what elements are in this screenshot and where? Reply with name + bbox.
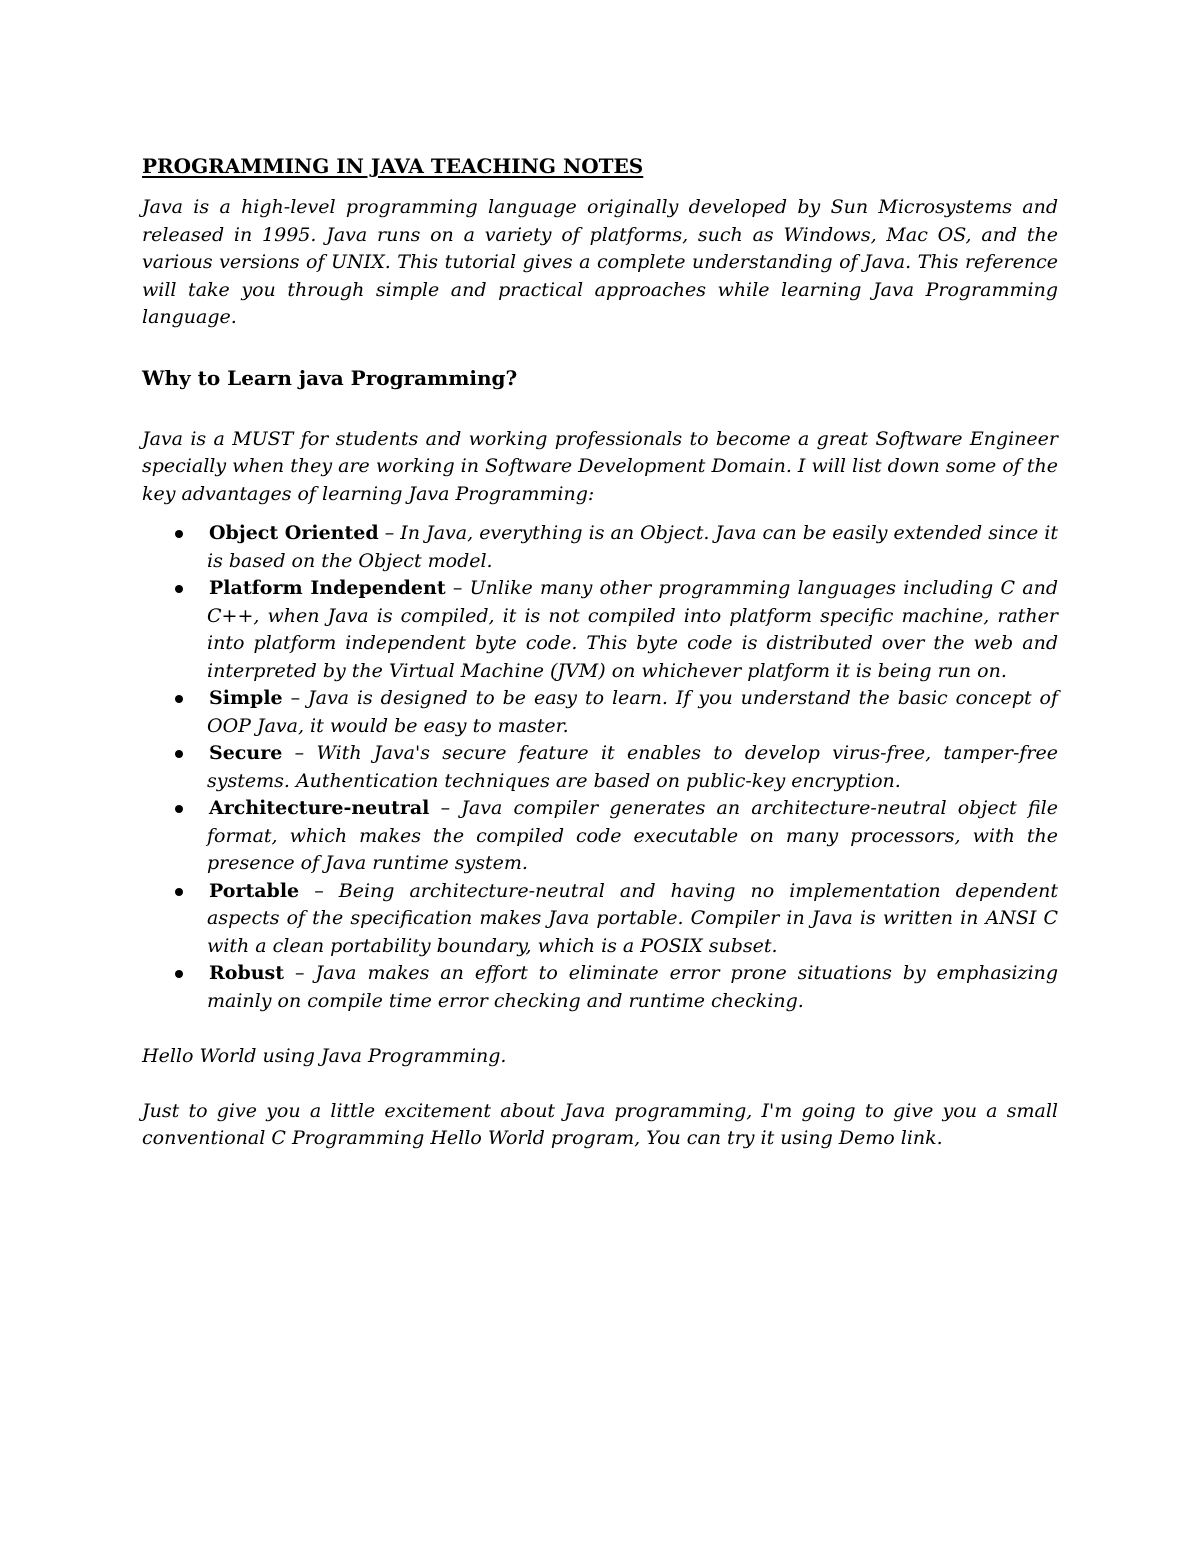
bullet-icon — [175, 888, 183, 896]
advantage-term: Platform Independent — [209, 577, 446, 599]
advantage-separator: – — [299, 879, 339, 902]
bullet-icon — [175, 805, 183, 813]
advantage-item — [142, 740, 1058, 795]
closing-paragraph: Just to give you a little excitement about Java programming, I'm going to give you a small conventional C Programming Hello World program, You can try it using Demo link. — [142, 1099, 1058, 1149]
advantage-item — [142, 960, 1058, 1015]
advantage-separator: – — [282, 687, 308, 709]
advantage-separator: – — [378, 522, 401, 544]
advantage-separator: – — [445, 577, 470, 599]
advantage-term: Robust — [209, 962, 285, 984]
advantage-description: Java makes an effort to eliminate error prone situations by emphasizing mainly on compile time error checking and runtime checking. — [207, 962, 1058, 1012]
bullet-icon — [175, 695, 183, 703]
hello-world-heading: Hello World using Java Programming. — [142, 1045, 507, 1067]
advantages-list — [142, 520, 1058, 1015]
advantage-description: With Java's secure feature it enables to develop virus-free, tamper-free systems. Authentication techniques are based on public-key encryption. — [207, 742, 1058, 792]
bullet-icon — [175, 750, 183, 758]
why-paragraph: Java is a MUST for students and working professionals to become a great Software Engineer specially when they are working in Software Development Domain. I will list down some of the key advantages of learning Java Programming: — [142, 427, 1058, 505]
advantage-item — [142, 795, 1058, 878]
advantage-separator: – — [282, 742, 317, 764]
advantage-description: Java compiler generates an architecture-neutral object file format, which makes the compiled code executable on many processors, with the presence of Java runtime system. — [207, 797, 1058, 874]
advantage-term: Object Oriented — [209, 522, 379, 544]
advantage-term: Portable — [209, 879, 300, 902]
section-heading: Why to Learn java Programming? — [142, 365, 518, 390]
advantage-item — [142, 520, 1058, 575]
advantage-term: Simple — [209, 687, 283, 709]
advantage-description: Being architecture-neutral and having no implementation dependent aspects of the specification makes Java portable. Compiler in Java is written in ANSI C with a clean portability boundary, which is a POSIX subset. — [207, 879, 1058, 957]
advantage-description: Java is designed to be easy to learn. If you understand the basic concept of OOP Java, it would be easy to master. — [207, 687, 1058, 737]
intro-paragraph: Java is a high-level programming language originally developed by Sun Microsystems and released in 1995. Java runs on a variety of platforms, such as Windows, Mac OS, and the various versions of UNIX. This tutorial gives a complete understanding of Java. This reference will take you through simple and practical approaches while learning Java Programming language. — [142, 196, 1058, 328]
advantage-description: Unlike many other programming languages including C and C++, when Java is compiled, it is not compiled into platform specific machine, rather into platform independent byte code. This byte code is distributed over the web and interpreted by the Virtual Machine (JVM) on whichever platform it is being run on. — [207, 577, 1058, 682]
bullet-icon — [175, 585, 183, 593]
bullet-icon — [175, 530, 183, 538]
advantage-term: Architecture-neutral — [209, 797, 430, 819]
advantage-description: In Java, everything is an Object. Java can be easily extended since it is based on the Object model. — [207, 522, 1058, 572]
document-body — [142, 152, 1058, 1153]
advantage-separator: – — [284, 962, 316, 984]
bullet-icon — [175, 970, 183, 978]
document-title: PROGRAMMING IN JAVA TEACHING NOTES — [142, 154, 644, 178]
advantage-item — [142, 878, 1058, 961]
advantage-item — [142, 575, 1058, 685]
advantage-term: Secure — [209, 742, 283, 764]
advantage-separator: – — [429, 797, 462, 819]
advantage-item — [142, 685, 1058, 740]
